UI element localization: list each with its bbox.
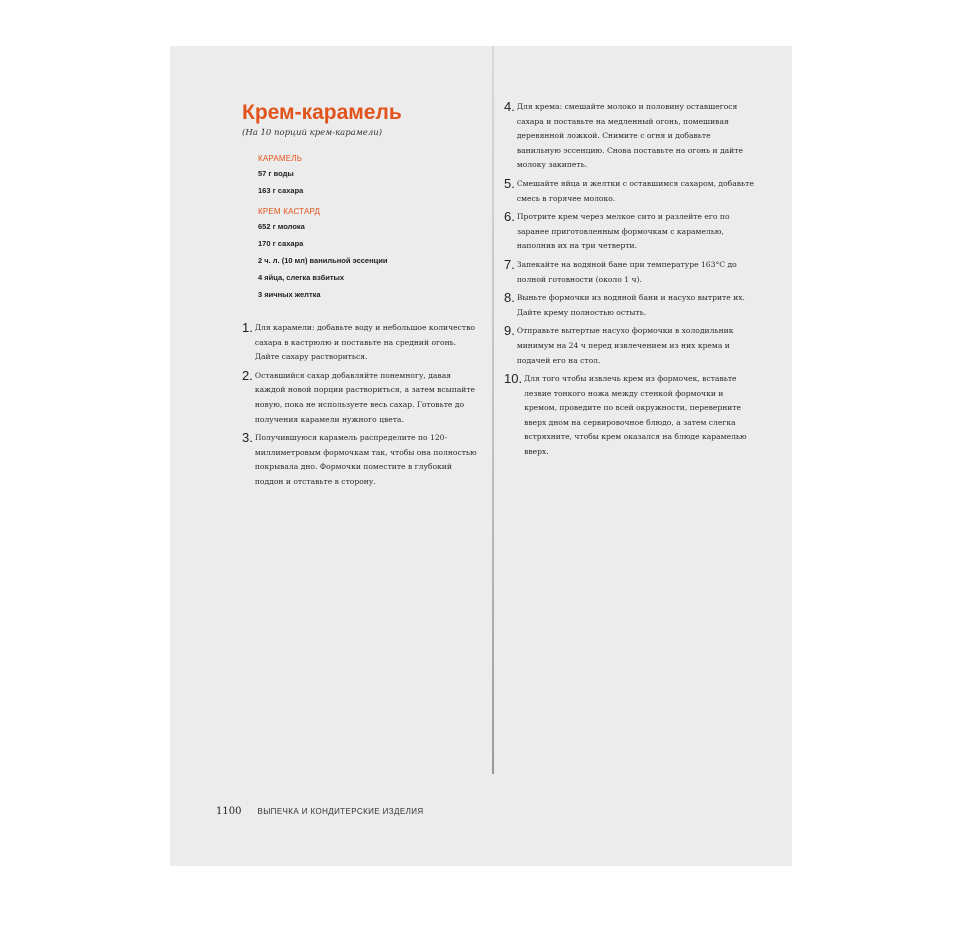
step-text: Получившуюся карамель распределите по 120-миллиметровым формочкам так, чтобы она полностью покрывала дно. Формочки поместите в глубокий поддон и отставьте в сторону. [254, 433, 477, 486]
ingredient-item: 652 г молока [258, 222, 305, 231]
step-text: Для карамели: добавьте воду и небольшое количество сахара в кастрюлю и поставьте на средний огонь. Дайте сахару раствориться. [254, 323, 475, 362]
ingredient-item: 2 ч. л. (10 мл) ванильной эссенции [258, 256, 388, 265]
step-number: 10. [504, 371, 523, 387]
left-column [242, 100, 482, 494]
ingredient-item: 4 яйца, слегка взбитых [258, 273, 345, 282]
recipe-yield: (На 10 порций крем-карамели) [242, 128, 383, 138]
ingredient-item: 163 г сахара [258, 186, 304, 195]
recipe-step [504, 324, 754, 368]
page-number: 1100 [216, 806, 242, 817]
recipe-step [242, 369, 482, 427]
book-page [170, 46, 792, 866]
recipe-step [504, 372, 754, 460]
recipe-step [504, 100, 754, 173]
recipe-step [504, 177, 754, 206]
step-number: 9. [504, 323, 515, 339]
steps-list-left [242, 321, 482, 490]
custard-heading: КРЕМ КАСТАРД [258, 207, 321, 216]
ingredient-item: 3 яичных желтка [258, 290, 321, 299]
recipe-step [504, 210, 754, 254]
recipe-step [242, 431, 482, 489]
right-column [504, 100, 754, 464]
step-text: Отправьте вытертые насухо формочки в холодильник минимум на 24 ч перед извлечением из них крема и подачей его на стол. [516, 326, 734, 365]
step-text: Для того чтобы извлечь крем из формочек, вставьте лезвие тонкого ножа между стенкой формочки и кремом, проведите по всей окружности, переверните вверх дном на сервировочное блюдо, а затем слегка встряхните, чтобы крем оказался на блюде карамелью вверх. [524, 374, 747, 457]
step-number: 7. [504, 256, 515, 272]
step-number: 1. [242, 320, 253, 335]
step-number: 4. [504, 99, 515, 114]
recipe-title: Крем-карамель [242, 101, 402, 124]
step-text: Запекайте на водяной бане при температуре 163°С до полной готовности (около 1 ч). [516, 259, 737, 284]
recipe-step [242, 321, 482, 365]
running-head: ВЫПЕЧКА И КОНДИТЕРСКИЕ ИЗДЕЛИЯ [257, 807, 424, 816]
step-text: Для крема: смешайте молоко и половину оставшегося сахара и поставьте на медленный огонь, помешивая деревянной ложкой. Снимите с огня и добавьте ванильную эссенцию. Снова поставьте на огонь и дайте молоку закипеть. [516, 102, 743, 170]
page-gutter [492, 46, 494, 774]
step-text: Оставшийся сахар добавляйте понемногу, давая каждой новой порции раствориться, а затем всыпайте новую, пока не используете весь сахар. Готовьте до получения карамели нужного цвета. [254, 370, 476, 424]
step-number: 5. [504, 175, 515, 191]
ingredient-item: 57 г воды [258, 169, 294, 178]
ingredient-item: 170 г сахара [258, 239, 304, 248]
ingredients-list [258, 152, 482, 303]
step-number: 3. [242, 430, 253, 446]
recipe-step [504, 291, 754, 320]
page-footer [216, 806, 424, 817]
step-text: Протрите крем через мелкое сито и разлейте его по заранее приготовленным формочкам с карамелью, наполнив их на три четверти. [516, 212, 730, 251]
step-number: 2. [242, 367, 253, 383]
caramel-heading: КАРАМЕЛЬ [258, 154, 303, 163]
step-number: 6. [504, 209, 515, 225]
recipe-step [504, 258, 754, 287]
step-text: Смешайте яйца и желтки с оставшимся сахаром, добавьте смесь в горячее молоко. [516, 178, 754, 203]
step-number: 8. [504, 290, 515, 306]
step-text: Выньте формочки из водяной бани и насухо вытрите их. Дайте крему полностью остыть. [516, 293, 745, 317]
